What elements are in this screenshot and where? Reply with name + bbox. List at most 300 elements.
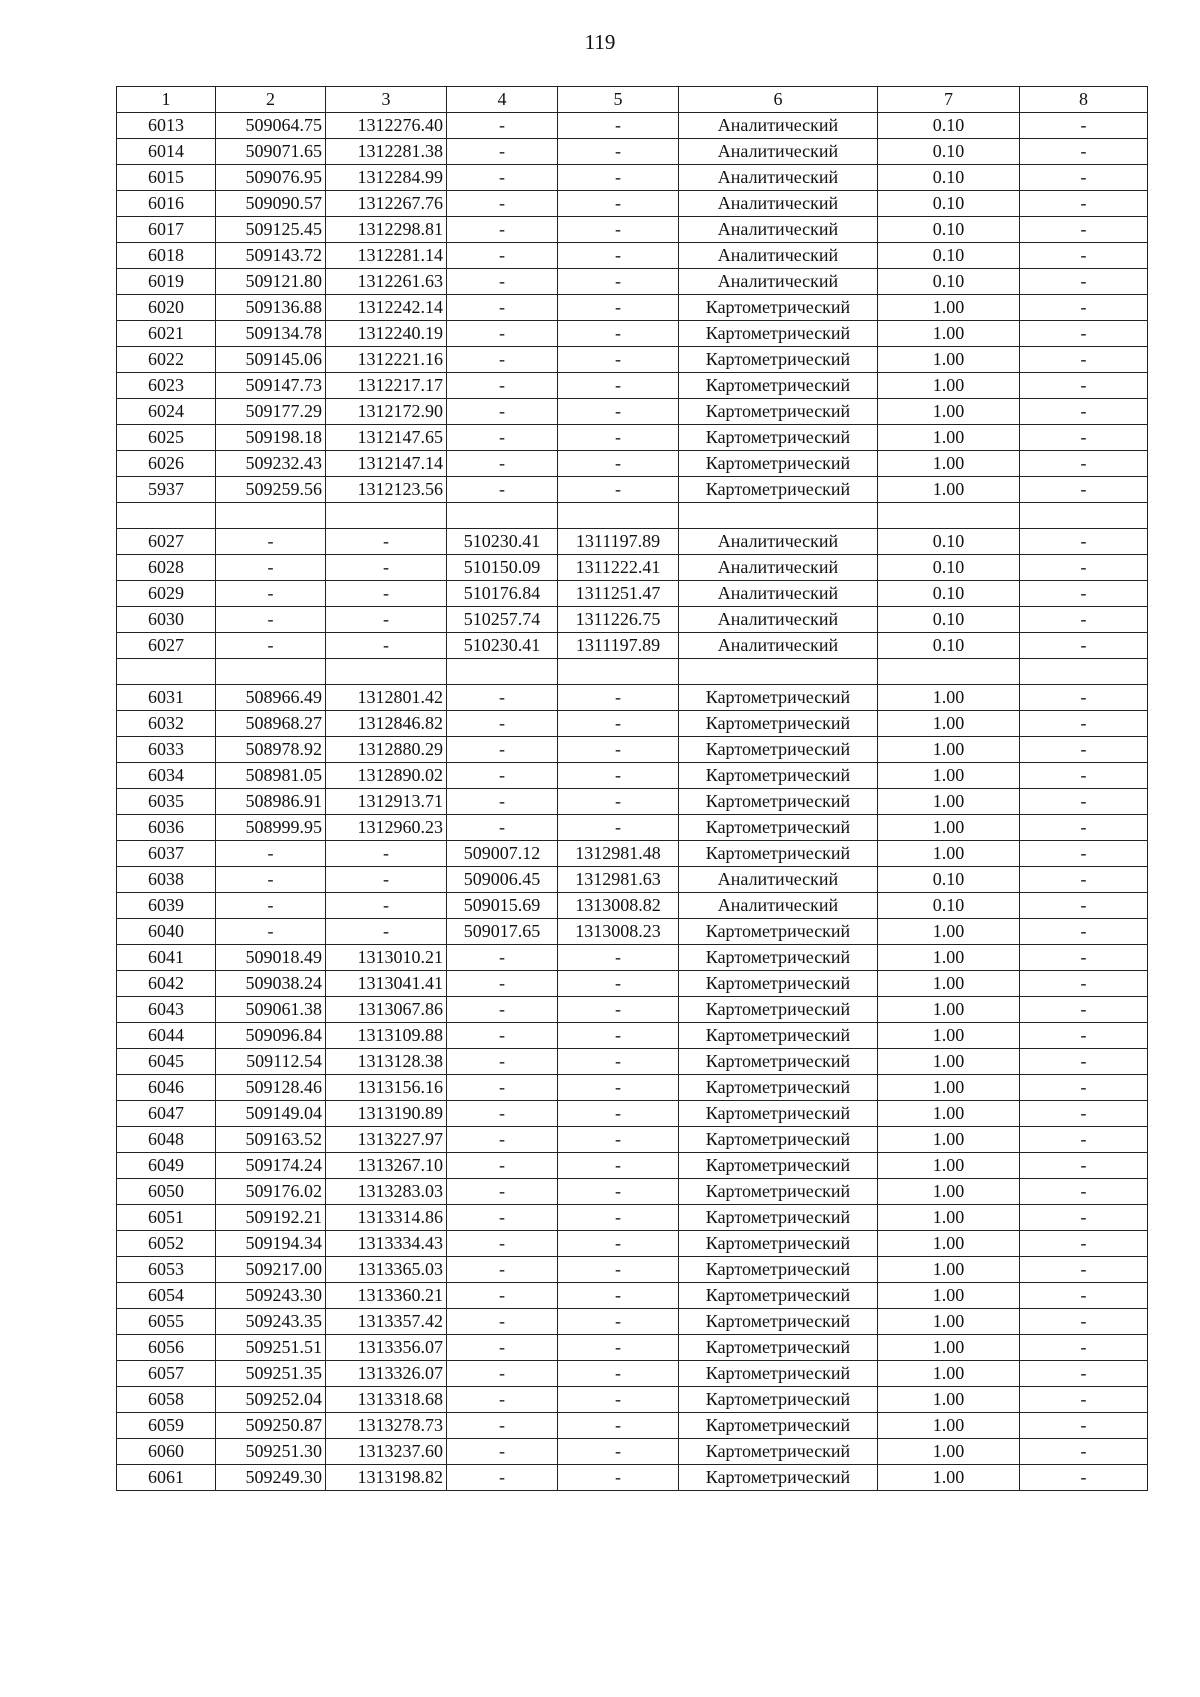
table-cell-col5: - (558, 1153, 679, 1179)
table-cell-col6: Картометрический (679, 1309, 878, 1335)
table-row (117, 191, 1148, 217)
table-row (117, 399, 1148, 425)
table-cell-col4: - (447, 165, 558, 191)
table-row (117, 1075, 1148, 1101)
table-cell-col6: Картометрический (679, 1231, 878, 1257)
table-row (117, 1465, 1148, 1491)
table-cell-col7: 0.10 (878, 555, 1020, 581)
table-row (117, 113, 1148, 139)
table-cell-col1: 6033 (117, 737, 216, 763)
table-cell-col3: 1313283.03 (326, 1179, 447, 1205)
table-cell-col7: 1.00 (878, 763, 1020, 789)
table-cell-col1: 6021 (117, 321, 216, 347)
table-cell-col8: - (1020, 1101, 1148, 1127)
table-cell-col2: 509243.30 (216, 1283, 326, 1309)
table-cell-col1: 6050 (117, 1179, 216, 1205)
table-cell-col4: 510150.09 (447, 555, 558, 581)
table-cell-col3: 1312242.14 (326, 295, 447, 321)
table-cell-col2: 509136.88 (216, 295, 326, 321)
table-cell-col3: 1312261.63 (326, 269, 447, 295)
table-cell-col3: 1312217.17 (326, 373, 447, 399)
table-cell-col1: 6026 (117, 451, 216, 477)
table-cell-col5: 1313008.82 (558, 893, 679, 919)
table-cell-col2: - (216, 607, 326, 633)
table-cell-col2: 509071.65 (216, 139, 326, 165)
table-row (117, 269, 1148, 295)
table-cell-col4: - (447, 1153, 558, 1179)
table-cell-col2: 508986.91 (216, 789, 326, 815)
table-cell-col4: - (447, 1465, 558, 1491)
table-cell-col1 (117, 659, 216, 685)
table-row (117, 841, 1148, 867)
table-cell-col7: 1.00 (878, 1387, 1020, 1413)
table-cell-col5: - (558, 1361, 679, 1387)
table-cell-col1: 6035 (117, 789, 216, 815)
table-row (117, 1309, 1148, 1335)
table-row (117, 685, 1148, 711)
table-cell-col3: 1313010.21 (326, 945, 447, 971)
table-cell-col3: 1313067.86 (326, 997, 447, 1023)
table-cell-col2: 509192.21 (216, 1205, 326, 1231)
table-cell-col1: 6016 (117, 191, 216, 217)
table-cell-col3: 1312846.82 (326, 711, 447, 737)
column-header: 5 (558, 87, 679, 113)
table-cell-col5: 1313008.23 (558, 919, 679, 945)
table-cell-col5: - (558, 711, 679, 737)
table-cell-col8: - (1020, 139, 1148, 165)
table-cell-col3: 1313109.88 (326, 1023, 447, 1049)
table-cell-col3: 1313360.21 (326, 1283, 447, 1309)
table-cell-col7: 1.00 (878, 1309, 1020, 1335)
table-cell-col4: - (447, 399, 558, 425)
table-cell-col7: 0.10 (878, 529, 1020, 555)
table-cell-col5: - (558, 269, 679, 295)
table-cell-col3: - (326, 633, 447, 659)
table-cell-col8: - (1020, 191, 1148, 217)
table-cell-col2: 509125.45 (216, 217, 326, 243)
table-row (117, 893, 1148, 919)
table-cell-col6: Картометрический (679, 945, 878, 971)
table-cell-col6: Картометрический (679, 841, 878, 867)
table-cell-col2: 509149.04 (216, 1101, 326, 1127)
table-cell-col5: - (558, 1257, 679, 1283)
table-row (117, 529, 1148, 555)
table-cell-col6: Аналитический (679, 867, 878, 893)
table-cell-col3: 1313326.07 (326, 1361, 447, 1387)
table-cell-col8: - (1020, 1257, 1148, 1283)
table-row (117, 165, 1148, 191)
table-cell-col3: 1313267.10 (326, 1153, 447, 1179)
table-cell-col6: Аналитический (679, 607, 878, 633)
table-cell-col4: - (447, 217, 558, 243)
header-row (117, 87, 1148, 113)
table-cell-col8: - (1020, 1049, 1148, 1075)
table-cell-col2: 509176.02 (216, 1179, 326, 1205)
table-body (117, 113, 1148, 1491)
table-cell-col8: - (1020, 685, 1148, 711)
table-cell-col7: 1.00 (878, 815, 1020, 841)
table-cell-col6: Аналитический (679, 139, 878, 165)
table-cell-col4: - (447, 1231, 558, 1257)
table-row (117, 451, 1148, 477)
table-cell-col7: 1.00 (878, 399, 1020, 425)
table-cell-col4 (447, 503, 558, 529)
table-cell-col4: - (447, 1179, 558, 1205)
table-cell-col2 (216, 503, 326, 529)
table-cell-col7: 0.10 (878, 113, 1020, 139)
table-cell-col8: - (1020, 295, 1148, 321)
table-cell-col1: 6058 (117, 1387, 216, 1413)
table-cell-col2: 509018.49 (216, 945, 326, 971)
table-cell-col1: 6054 (117, 1283, 216, 1309)
table-cell-col2: 508968.27 (216, 711, 326, 737)
table-cell-col6: Картометрический (679, 1179, 878, 1205)
table-cell-col8: - (1020, 1205, 1148, 1231)
table-cell-col7: 1.00 (878, 1257, 1020, 1283)
table-cell-col1: 6059 (117, 1413, 216, 1439)
table-cell-col7: 0.10 (878, 139, 1020, 165)
table-row (117, 1257, 1148, 1283)
table-cell-col6: Картометрический (679, 737, 878, 763)
table-cell-col2: 509143.72 (216, 243, 326, 269)
table-cell-col7: 1.00 (878, 373, 1020, 399)
table-cell-col6: Картометрический (679, 477, 878, 503)
table-cell-col7: 0.10 (878, 607, 1020, 633)
table-cell-col5: - (558, 399, 679, 425)
table-cell-col7: 0.10 (878, 867, 1020, 893)
table-cell-col4: - (447, 1335, 558, 1361)
spacer-row (117, 659, 1148, 685)
table-cell-col5: - (558, 243, 679, 269)
table-cell-col7 (878, 659, 1020, 685)
table-cell-col5: - (558, 815, 679, 841)
table-cell-col6: Аналитический (679, 581, 878, 607)
table-cell-col2: 509134.78 (216, 321, 326, 347)
table-cell-col5: - (558, 997, 679, 1023)
table-cell-col2: 509232.43 (216, 451, 326, 477)
table-row (117, 1101, 1148, 1127)
table-cell-col3: 1313357.42 (326, 1309, 447, 1335)
table-cell-col8: - (1020, 1413, 1148, 1439)
table-cell-col3: 1313314.86 (326, 1205, 447, 1231)
table-cell-col1: 6024 (117, 399, 216, 425)
table-cell-col7: 1.00 (878, 997, 1020, 1023)
table-cell-col8: - (1020, 919, 1148, 945)
table-cell-col6: Картометрический (679, 1387, 878, 1413)
table-cell-col4: - (447, 1101, 558, 1127)
table-cell-col4: 509015.69 (447, 893, 558, 919)
table-cell-col5: - (558, 685, 679, 711)
table-cell-col2: 509194.34 (216, 1231, 326, 1257)
table-cell-col2: 509096.84 (216, 1023, 326, 1049)
table-row (117, 555, 1148, 581)
table-cell-col7: 1.00 (878, 841, 1020, 867)
table-row (117, 1179, 1148, 1205)
table-cell-col5: - (558, 1413, 679, 1439)
table-cell-col1: 6029 (117, 581, 216, 607)
table-cell-col2: 509128.46 (216, 1075, 326, 1101)
table-cell-col5: 1312981.48 (558, 841, 679, 867)
table-cell-col8: - (1020, 347, 1148, 373)
table-row (117, 1413, 1148, 1439)
table-cell-col2: 508999.95 (216, 815, 326, 841)
table-cell-col7: 1.00 (878, 971, 1020, 997)
table-cell-col1: 6051 (117, 1205, 216, 1231)
table-cell-col5: - (558, 477, 679, 503)
table-cell-col2: - (216, 919, 326, 945)
column-header: 1 (117, 87, 216, 113)
table-cell-col1: 6019 (117, 269, 216, 295)
table-cell-col6: Аналитический (679, 191, 878, 217)
table-cell-col1: 6047 (117, 1101, 216, 1127)
table-cell-col1: 6032 (117, 711, 216, 737)
table-cell-col1: 6028 (117, 555, 216, 581)
table-cell-col7: 1.00 (878, 1075, 1020, 1101)
table-cell-col1: 6027 (117, 633, 216, 659)
table-cell-col8: - (1020, 1153, 1148, 1179)
table-cell-col4: 510176.84 (447, 581, 558, 607)
table-cell-col3: 1312298.81 (326, 217, 447, 243)
table-cell-col2 (216, 659, 326, 685)
table-row (117, 919, 1148, 945)
table-cell-col6: Картометрический (679, 399, 878, 425)
table-row (117, 1231, 1148, 1257)
table-cell-col3 (326, 659, 447, 685)
table-cell-col1: 6022 (117, 347, 216, 373)
table-cell-col6: Аналитический (679, 165, 878, 191)
table-cell-col7 (878, 503, 1020, 529)
table-cell-col8: - (1020, 321, 1148, 347)
table-cell-col4: - (447, 737, 558, 763)
table-cell-col7: 1.00 (878, 737, 1020, 763)
table-row (117, 815, 1148, 841)
table-cell-col3: - (326, 581, 447, 607)
table-cell-col1: 6030 (117, 607, 216, 633)
table-cell-col6: Картометрический (679, 711, 878, 737)
table-row (117, 867, 1148, 893)
table-cell-col6: Картометрический (679, 1075, 878, 1101)
table-cell-col6: Картометрический (679, 295, 878, 321)
table-cell-col1: 6052 (117, 1231, 216, 1257)
table-cell-col1: 6046 (117, 1075, 216, 1101)
table-cell-col6: Картометрический (679, 815, 878, 841)
table-cell-col5: 1311222.41 (558, 555, 679, 581)
table-cell-col7: 0.10 (878, 217, 1020, 243)
table-cell-col5: - (558, 295, 679, 321)
table-cell-col4: - (447, 1309, 558, 1335)
table-cell-col8: - (1020, 893, 1148, 919)
table-cell-col1: 6031 (117, 685, 216, 711)
table-row (117, 477, 1148, 503)
table-cell-col4: - (447, 763, 558, 789)
table-cell-col1: 6014 (117, 139, 216, 165)
table-cell-col4: - (447, 191, 558, 217)
table-cell-col6: Аналитический (679, 243, 878, 269)
table-cell-col6: Аналитический (679, 113, 878, 139)
table-row (117, 971, 1148, 997)
table-cell-col6: Картометрический (679, 1101, 878, 1127)
table-cell-col8: - (1020, 1231, 1148, 1257)
table-cell-col4: - (447, 945, 558, 971)
table-cell-col8: - (1020, 1361, 1148, 1387)
column-header: 2 (216, 87, 326, 113)
table-cell-col5: - (558, 1387, 679, 1413)
table-cell-col8: - (1020, 165, 1148, 191)
table-cell-col7: 0.10 (878, 633, 1020, 659)
table-cell-col1: 5937 (117, 477, 216, 503)
table-cell-col8 (1020, 503, 1148, 529)
table-cell-col1: 6037 (117, 841, 216, 867)
table-cell-col6: Картометрический (679, 321, 878, 347)
table-cell-col8: - (1020, 633, 1148, 659)
table-cell-col8: - (1020, 1127, 1148, 1153)
table-cell-col3: 1313278.73 (326, 1413, 447, 1439)
table-cell-col5: - (558, 1023, 679, 1049)
table-cell-col6 (679, 503, 878, 529)
table-row (117, 1049, 1148, 1075)
column-header: 8 (1020, 87, 1148, 113)
table-cell-col1: 6056 (117, 1335, 216, 1361)
table-cell-col5: - (558, 373, 679, 399)
table-row (117, 1205, 1148, 1231)
table-cell-col6: Аналитический (679, 555, 878, 581)
table-cell-col3: 1312221.16 (326, 347, 447, 373)
table-cell-col6: Картометрический (679, 789, 878, 815)
table-cell-col8: - (1020, 711, 1148, 737)
table-cell-col2: 508978.92 (216, 737, 326, 763)
table-cell-col4: - (447, 997, 558, 1023)
table-row (117, 1335, 1148, 1361)
table-cell-col5: - (558, 451, 679, 477)
table-cell-col1: 6053 (117, 1257, 216, 1283)
table-cell-col5: - (558, 1309, 679, 1335)
table-cell-col7: 1.00 (878, 945, 1020, 971)
table-cell-col6 (679, 659, 878, 685)
table-cell-col7: 1.00 (878, 451, 1020, 477)
table-cell-col4: - (447, 789, 558, 815)
table-cell-col7: 1.00 (878, 1205, 1020, 1231)
table-cell-col5: - (558, 789, 679, 815)
table-cell-col6: Картометрический (679, 971, 878, 997)
table-cell-col1: 6057 (117, 1361, 216, 1387)
table-cell-col5: - (558, 139, 679, 165)
table-cell-col8: - (1020, 425, 1148, 451)
table-row (117, 1153, 1148, 1179)
table-cell-col6: Аналитический (679, 269, 878, 295)
table-cell-col7: 1.00 (878, 711, 1020, 737)
table-cell-col4: 509006.45 (447, 867, 558, 893)
table-cell-col5: - (558, 971, 679, 997)
table-cell-col4: 510230.41 (447, 529, 558, 555)
table-cell-col1: 6020 (117, 295, 216, 321)
table-row (117, 633, 1148, 659)
table-cell-col7: 0.10 (878, 165, 1020, 191)
table-cell-col5: - (558, 191, 679, 217)
table-row (117, 945, 1148, 971)
table-cell-col3: 1313356.07 (326, 1335, 447, 1361)
table-cell-col4: - (447, 711, 558, 737)
table-cell-col7: 1.00 (878, 1127, 1020, 1153)
table-cell-col6: Аналитический (679, 893, 878, 919)
table-cell-col7: 1.00 (878, 1231, 1020, 1257)
table-cell-col4: - (447, 1205, 558, 1231)
table-cell-col2: 509251.30 (216, 1439, 326, 1465)
table-cell-col8: - (1020, 529, 1148, 555)
table-cell-col7: 1.00 (878, 1023, 1020, 1049)
table-cell-col7: 1.00 (878, 1439, 1020, 1465)
table-cell-col4: - (447, 815, 558, 841)
table-cell-col3: 1313190.89 (326, 1101, 447, 1127)
table-cell-col1: 6027 (117, 529, 216, 555)
table-cell-col3: 1312913.71 (326, 789, 447, 815)
table-cell-col3: 1312281.38 (326, 139, 447, 165)
table-cell-col7: 1.00 (878, 1049, 1020, 1075)
table-cell-col2: 509145.06 (216, 347, 326, 373)
table-cell-col4: - (447, 971, 558, 997)
table-cell-col3: 1312240.19 (326, 321, 447, 347)
table-cell-col4: - (447, 451, 558, 477)
table-cell-col6: Картометрический (679, 1361, 878, 1387)
table-cell-col4: 509017.65 (447, 919, 558, 945)
table-cell-col5: - (558, 321, 679, 347)
table-cell-col2: - (216, 529, 326, 555)
table-cell-col2: 509250.87 (216, 1413, 326, 1439)
table-cell-col3: 1313365.03 (326, 1257, 447, 1283)
table-cell-col4 (447, 659, 558, 685)
table-cell-col1: 6015 (117, 165, 216, 191)
table-row (117, 1127, 1148, 1153)
table-cell-col3: 1312267.76 (326, 191, 447, 217)
table-cell-col2: 509251.35 (216, 1361, 326, 1387)
table-cell-col3 (326, 503, 447, 529)
table-cell-col7: 0.10 (878, 191, 1020, 217)
table-cell-col7: 1.00 (878, 477, 1020, 503)
table-cell-col4: - (447, 243, 558, 269)
table-cell-col3: 1312147.14 (326, 451, 447, 477)
table-row (117, 1439, 1148, 1465)
table-cell-col6: Картометрический (679, 1283, 878, 1309)
table-row (117, 1283, 1148, 1309)
table-cell-col5: - (558, 1179, 679, 1205)
table-cell-col2: - (216, 841, 326, 867)
table-cell-col8: - (1020, 867, 1148, 893)
table-cell-col1: 6041 (117, 945, 216, 971)
table-cell-col6: Картометрический (679, 1413, 878, 1439)
table-cell-col6: Аналитический (679, 529, 878, 555)
table-cell-col4: - (447, 1439, 558, 1465)
table-cell-col1: 6055 (117, 1309, 216, 1335)
table-cell-col2: 509251.51 (216, 1335, 326, 1361)
table-cell-col4: - (447, 347, 558, 373)
table-cell-col2: - (216, 893, 326, 919)
table-row (117, 997, 1148, 1023)
table-cell-col6: Картометрический (679, 1127, 878, 1153)
table-cell-col5: - (558, 165, 679, 191)
table-cell-col6: Аналитический (679, 217, 878, 243)
table-row (117, 347, 1148, 373)
table-cell-col8: - (1020, 1465, 1148, 1491)
table-cell-col2: 509217.00 (216, 1257, 326, 1283)
table-cell-col3: 1312276.40 (326, 113, 447, 139)
table-cell-col4: - (447, 425, 558, 451)
table-cell-col3: 1312960.23 (326, 815, 447, 841)
table-cell-col4: 510230.41 (447, 633, 558, 659)
table-cell-col2: 509163.52 (216, 1127, 326, 1153)
table-cell-col1: 6040 (117, 919, 216, 945)
table-cell-col2: - (216, 555, 326, 581)
table-cell-col3: 1313237.60 (326, 1439, 447, 1465)
table-row (117, 581, 1148, 607)
